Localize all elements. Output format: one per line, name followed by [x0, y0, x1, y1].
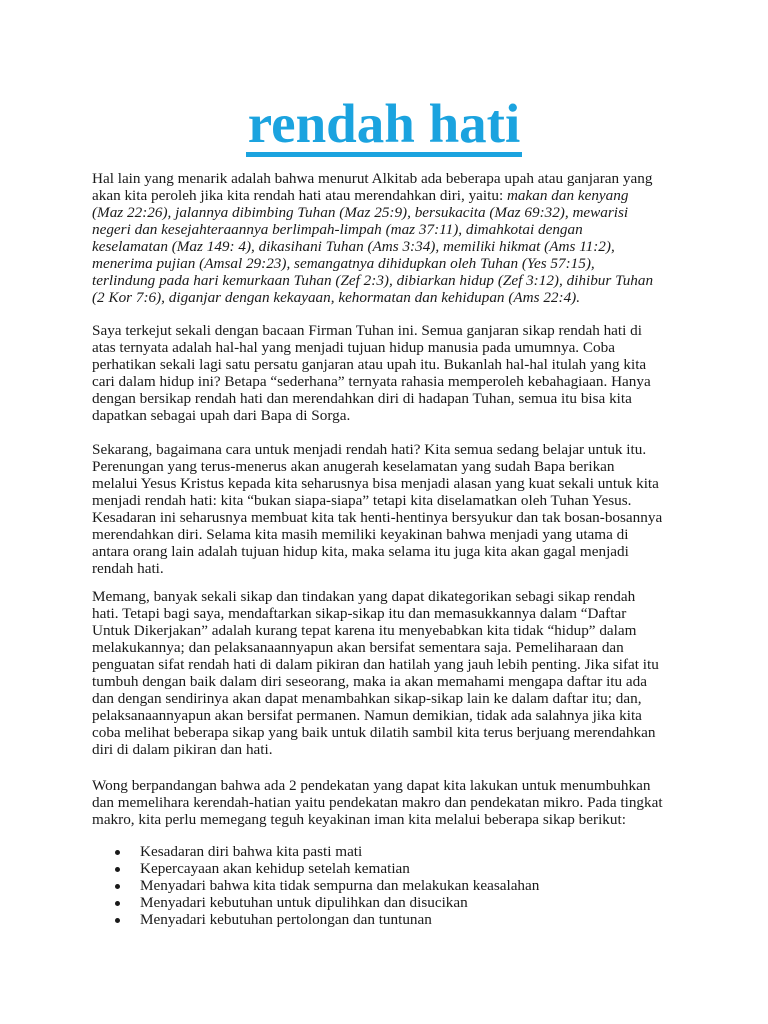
text-line	[92, 492, 692, 509]
list-item-text: Menyadari kebutuhan untuk dipulihkan dan disucikan	[140, 894, 468, 911]
text-line	[92, 622, 692, 639]
body-text: menjadi rendah hati: kita “bukan siapa-siapa” tetapi kita diselamatkan oleh Tuhan Yesus.	[92, 492, 632, 509]
text-line	[92, 289, 692, 306]
body-text: dan dengan sendirinya akan dapat menambahkan sikap-sikap lain ke dalam daftar itu; dan,	[92, 690, 642, 707]
text-line	[92, 794, 692, 811]
body-text: Wong berpandangan bahwa ada 2 pendekatan yang dapat kita lakukan untuk menumbuhkan	[92, 777, 651, 794]
text-line	[92, 407, 692, 424]
list-item-text: Kesadaran diri bahwa kita pasti mati	[140, 843, 363, 860]
text-line	[92, 356, 692, 373]
text-line	[92, 339, 692, 356]
list-item	[92, 843, 539, 860]
body-text: diri di dalam pikiran dan hati.	[92, 741, 273, 758]
italic-text: makan dan kenyang	[506, 187, 629, 204]
text-line	[92, 204, 692, 221]
paragraph-3	[92, 441, 692, 577]
text-line	[92, 475, 692, 492]
bullet-list	[92, 843, 539, 928]
body-text: antara orang lain adalah tujuan hidup kita, maka selama itu juga kita akan gagal menjadi	[92, 543, 629, 560]
body-text: hati. Tetapi bagi saya, mendaftarkan sikap-sikap itu dan memasukkannya dalam “Daftar	[92, 605, 627, 622]
body-text: Untuk Dikerjakan” adalah kurang tepat karena itu menyebabkan kita tidak “hidup” dalam	[92, 622, 637, 639]
text-line	[92, 221, 692, 238]
text-line	[92, 777, 692, 794]
text-line	[92, 390, 692, 407]
body-text: perhatikan sekali lagi satu persatu ganjaran atau upah itu. Bukanlah hal-hal itulah yang kita	[92, 356, 647, 373]
bullet-icon	[115, 884, 120, 889]
body-text: makro, kita perlu memegang teguh keyakinan iman kita melalui beberapa sikap berikut:	[92, 811, 626, 828]
italic-text: negeri dan kesejahteraannya berlimpah-limpah (maz 37:11), dimahkotai dengan	[92, 221, 583, 238]
text-line	[92, 673, 692, 690]
text-line	[92, 707, 692, 724]
paragraph-1	[92, 170, 692, 306]
list-item-text: Kepercayaan akan kehidup setelah kematian	[140, 860, 410, 877]
text-line	[92, 526, 692, 543]
italic-text: (Maz 22:26), jalannya dibimbing Tuhan (Maz 25:9), bersukacita (Maz 69:32), mewarisi	[92, 204, 629, 221]
text-line	[92, 441, 692, 458]
text-line	[92, 272, 692, 289]
text-line	[92, 560, 692, 577]
bullet-icon	[115, 901, 120, 906]
text-line	[92, 741, 692, 758]
body-text: dan memelihara kerendah-hatian yaitu pendekatan makro dan pendekatan mikro. Pada tingkat	[92, 794, 663, 811]
text-line	[92, 509, 692, 526]
text-line	[92, 458, 692, 475]
bullet-icon	[115, 867, 120, 872]
text-line	[92, 255, 692, 272]
bullet-icon	[115, 850, 120, 855]
text-line	[92, 656, 692, 673]
bullet-icon	[115, 918, 120, 923]
text-line	[92, 322, 692, 339]
body-text: Memang, banyak sekali sikap dan tindakan yang dapat dikategorikan sebagi sikap rendah	[92, 588, 636, 605]
list-item-text: Menyadari kebutuhan pertolongan dan tuntunan	[140, 911, 432, 928]
body-text: merendahkan diri. Selama kita masih memiliki keyakinan bahwa menjadi yang utama di	[92, 526, 629, 543]
text-line	[92, 187, 692, 204]
body-text: akan kita peroleh jika kita rendah hati atau merendahkan diri, yaitu:	[92, 187, 507, 204]
body-text: penguatan sifat rendah hati di dalam pikiran dan hatilah yang jauh lebih penting. Jika sifat itu	[92, 656, 659, 673]
text-line	[92, 588, 692, 605]
body-text: dapatkan sebagai upah dari Bapa di Sorga.	[92, 407, 351, 424]
body-text: atas ternyata adalah hal-hal yang menjadi tujuan hidup manusia pada umumnya. Coba	[92, 339, 615, 356]
italic-text: terlindung pada hari kemurkaan Tuhan (Zef 2:3), dibiarkan hidup (Zef 3:12), dihibur Tuhan	[92, 272, 654, 289]
body-text: Saya terkejut sekali dengan bacaan Firman Tuhan ini. Semua ganjaran sikap rendah hati di	[92, 322, 642, 339]
text-line	[92, 605, 692, 622]
text-line	[92, 639, 692, 656]
paragraph-2	[92, 322, 692, 424]
text-line	[92, 724, 692, 741]
text-line	[92, 543, 692, 560]
text-line	[92, 690, 692, 707]
list-item	[92, 894, 539, 911]
body-text: cari dalam hidup ini? Betapa “sederhana” ternyata rahasia memperoleh kebahagiaan. Hanya	[92, 373, 651, 390]
body-text: dengan bersikap rendah hati dan merendahkan diri di hadapan Tuhan, semua itu bisa kita	[92, 390, 632, 407]
text-line	[92, 238, 692, 255]
body-text: Sekarang, bagaimana cara untuk menjadi rendah hati? Kita semua sedang belajar untuk itu.	[92, 441, 647, 458]
text-line	[92, 373, 692, 390]
paragraph-5	[92, 777, 692, 828]
body-text: tumbuh dengan baik dalam diri seseorang, maka ia akan memahami mengapa daftar itu ada	[92, 673, 647, 690]
italic-text: keselamatan (Maz 149: 4), dikasihani Tuhan (Ams 3:34), memiliki hikmat (Ams 11:2),	[92, 238, 615, 255]
list-item	[92, 860, 539, 877]
italic-text: (2 Kor 7:6), diganjar dengan kekayaan, kehormatan dan kehidupan (Ams 22:4).	[92, 289, 581, 306]
body-text: Hal lain yang menarik adalah bahwa menurut Alkitab ada beberapa upah atau ganjaran yang	[92, 170, 653, 187]
text-line	[92, 811, 692, 828]
body-text: melalui Yesus Kristus kepada kita seharusnya bisa menjadi alasan yang kuat sekali untuk kita	[92, 475, 659, 492]
list-item	[92, 911, 539, 928]
body-text: rendah hati.	[92, 560, 164, 577]
body-text: coba melihat beberapa sikap yang baik untuk dilatih sambil kita terus berjuang merendahkan	[92, 724, 656, 741]
body-text: pelaksanaannyapun akan bersifat permanen. Namun demikian, tidak ada salahnya jika kita	[92, 707, 642, 724]
body-text: Perenungan yang terus-menerus akan anugerah keselamatan yang sudah Bapa berikan	[92, 458, 615, 475]
list-item	[92, 877, 539, 894]
text-line	[92, 170, 692, 187]
italic-text: menerima pujian (Amsal 29:23), semangatnya dihidupkan oleh Tuhan (Yes 57:15),	[92, 255, 595, 272]
list-item-text: Menyadari bahwa kita tidak sempurna dan melakukan keasalahan	[140, 877, 540, 894]
body-text: melakukannya; dan pelaksanaannyapun akan bersifat sementara saja. Pemeliharaan dan	[92, 639, 624, 656]
paragraph-4	[92, 588, 692, 758]
body-text: Kesadaran ini seharusnya membuat kita tak henti-hentinya bersyukur dan tak bosan-bosannya	[92, 509, 663, 526]
title-text: rendah hati	[246, 96, 523, 157]
document-title	[0, 92, 768, 157]
